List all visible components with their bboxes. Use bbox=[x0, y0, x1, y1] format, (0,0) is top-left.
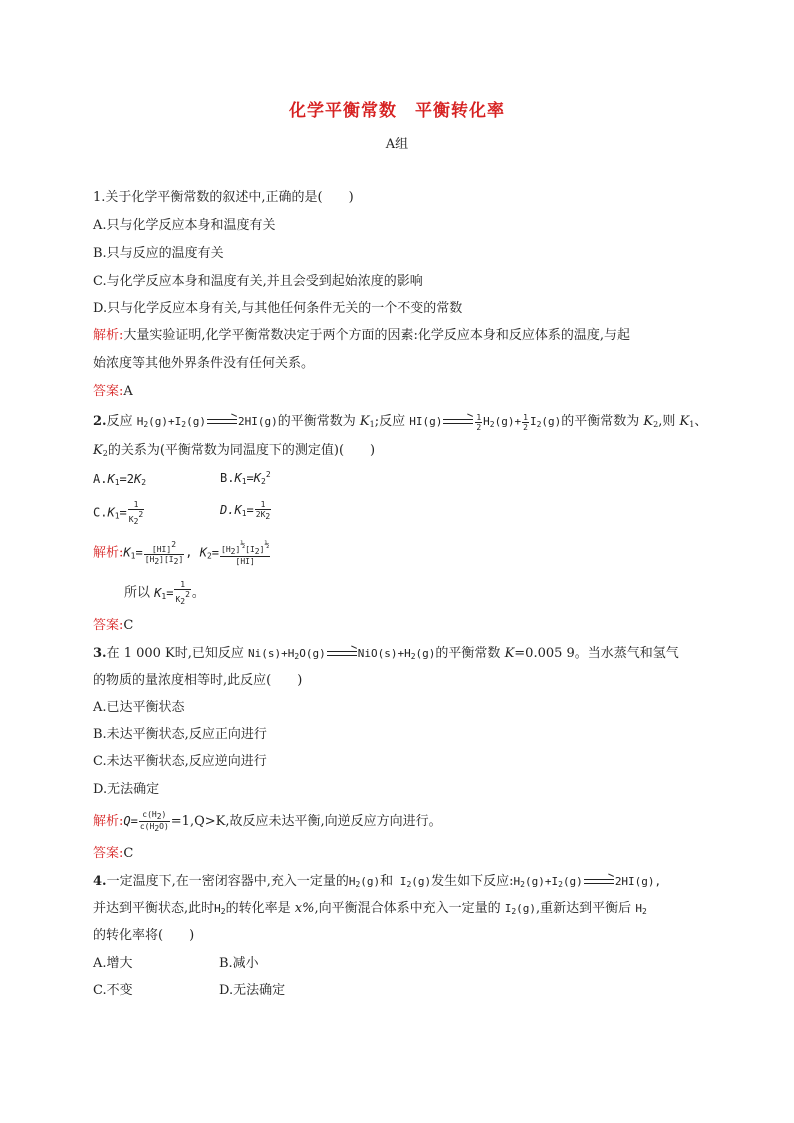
q4-option-c: C.不变 bbox=[93, 983, 133, 998]
q2-option-d: $D.K_1=$ $\frac{1}{2K_2}$ bbox=[220, 500, 271, 521]
q2-analysis: 解析$:K_1=$ $\frac{[HI]^2}{[H_2][I_2]}$ , $K_2=$ $\frac{[H_2]^{\frac{1}{2}}[I_2]^{\frac{1}{2}}}{[HI]}$ bbox=[93, 540, 270, 566]
q3-option-d: D.无法确定 bbox=[93, 782, 160, 797]
q1-answer bbox=[93, 380, 133, 399]
analysis-label: 解析: bbox=[93, 328, 124, 343]
q1-analysis-text: 大量实验证明,化学平衡常数决定于两个方面的因素:化学反应本身和反应体系的温度,与起 bbox=[123, 328, 631, 343]
q2-answer-value: C bbox=[123, 618, 134, 633]
q4-stem-line2: 并达到平衡状态,此时$H_2$的转化率是 x%,向平衡混合体系中充入一定量的 $I_2(g)$,重新达到平衡后 $H_2$ bbox=[93, 901, 647, 916]
q4-text: 和 bbox=[380, 874, 394, 889]
option-letter: C. bbox=[93, 505, 108, 520]
q3-option-a: A.已达平衡状态 bbox=[93, 700, 185, 715]
q2-equation-2: HI(g) $\frac{1}{2}$ $H_2(g)+$ $\frac{1}{2}$ $I_2(g)$ bbox=[409, 412, 562, 432]
analysis-label: 解析: bbox=[93, 814, 124, 829]
q1-option-a: A.只与化学反应本身和温度有关 bbox=[93, 218, 276, 233]
q4-number: 4. bbox=[93, 874, 107, 889]
q2-answer bbox=[93, 614, 133, 633]
option-letter: B. bbox=[220, 471, 235, 485]
q3-text: 在 1 000 K时,已知反应 bbox=[106, 646, 249, 661]
q1-option-b: B.只与反应的温度有关 bbox=[93, 246, 224, 261]
q1-answer-value: A bbox=[123, 384, 133, 399]
q1-stem: 1.关于化学平衡常数的叙述中,正确的是( ) bbox=[93, 190, 354, 205]
q3-analysis: 解析:Q= $\frac{c(H_2)}{c(H_2O)}$ =1,Q>K,故反应未达平衡,向逆反应方向进行。 bbox=[93, 810, 442, 833]
q4-equation: $H_2(g)+I_2(g)$ 2HI(g), bbox=[513, 875, 662, 889]
q2-equation-1: $H_2(g)+I_2(g)$ 2HI(g) bbox=[136, 415, 278, 429]
q2-text: ;反应 bbox=[374, 414, 410, 429]
answer-label: 答案: bbox=[93, 384, 124, 399]
q2-option-a: $A.K_1=2K_2$ bbox=[93, 472, 147, 487]
q2-text: 的平衡常数为 bbox=[277, 414, 360, 429]
group-label: A组 bbox=[385, 137, 409, 152]
q2-option-b: $B.K_1=K_2^2$ bbox=[220, 470, 271, 486]
q4-x-value: x% bbox=[294, 901, 315, 916]
q2-analysis-conclusion: 所以 $K_1=$ $\frac{1}{K_2^2}$ 。 bbox=[124, 580, 205, 606]
q3-k-symbol: K bbox=[504, 646, 515, 661]
q4-option-d: D.无法确定 bbox=[219, 983, 286, 998]
q3-stem-line2: 的物质的量浓度相等时,此反应( ) bbox=[93, 673, 303, 688]
q4-text: ,重新达到平衡后 bbox=[536, 901, 632, 916]
q2-stem-line1: 2.反应 $H_2(g)+I_2(g)$ 2HI(g)的平衡常数为 $K_1$;反应 HI(g) $\frac{1}{2}$ $H_2(g)+$ $\frac{1}{2}$ $I_2(g)$的平衡常数为 $K_2$,则 $K_1$、 bbox=[93, 412, 708, 432]
page-title: 化学平衡常数 平衡转化率 bbox=[289, 101, 505, 121]
q2-number: 2. bbox=[93, 414, 107, 429]
q1-analysis bbox=[93, 324, 630, 343]
q1-analysis-line2: 始浓度等其他外界条件没有任何关系。 bbox=[93, 356, 315, 371]
q4-stem-line1: 4.一定温度下,在一密闭容器中,充入一定量的$H_2(g)$和 $I_2(g)$发生如下反应$:H_2(g)+I_2(g)$ 2HI(g), bbox=[93, 874, 662, 889]
q3-number: 3. bbox=[93, 646, 107, 661]
answer-label: 答案: bbox=[93, 846, 124, 861]
answer-label: 答案: bbox=[93, 618, 124, 633]
q4-option-a: A.增大 bbox=[93, 956, 133, 971]
q3-analysis-text: =1,Q>K,故反应未达平衡,向逆反应方向进行。 bbox=[170, 814, 442, 829]
q3-stem-line1 bbox=[93, 642, 679, 661]
q2-text: 的关系为(平衡常数为同温度下的测定值)( ) bbox=[107, 443, 376, 458]
q3-answer bbox=[93, 842, 133, 861]
q2-text: ,则 bbox=[658, 414, 680, 429]
q3-answer-value: C bbox=[123, 846, 134, 861]
q4-option-b: B.减小 bbox=[219, 956, 259, 971]
q3-option-b: B.未达平衡状态,反应正向进行 bbox=[93, 727, 267, 742]
q2-text: 反应 bbox=[106, 414, 137, 429]
q3-text: 的平衡常数 bbox=[435, 646, 505, 661]
q4-text: 发生如下反应: bbox=[431, 874, 514, 889]
q4-text: 并达到平衡状态,此时 bbox=[93, 901, 215, 916]
q2-stem-line2: $K_2$的关系为(平衡常数为同温度下的测定值)( ) bbox=[93, 443, 376, 458]
q2-text: 的平衡常数为 bbox=[561, 414, 644, 429]
q3-option-c: C.未达平衡状态,反应逆向进行 bbox=[93, 754, 267, 769]
q2-option-c: $C.K_1=$ $\frac{1}{K_2^2}$ bbox=[93, 500, 144, 526]
analysis-label: 解析: bbox=[93, 545, 124, 561]
q3-equation: $Ni(s)+H_2O(g)$ $NiO(s)+H_2(g)$ bbox=[248, 647, 436, 661]
q4-text: 的转化率是 bbox=[225, 901, 291, 916]
q4-text: ,向平衡混合体系中充入一定量的 bbox=[314, 901, 501, 916]
q3-text: =0.005 9。当水蒸气和氢气 bbox=[514, 646, 679, 661]
option-letter: A. bbox=[93, 472, 108, 486]
q2-so-text: 所以 bbox=[124, 585, 155, 601]
q1-option-d: D.只与化学反应本身有关,与其他任何条件无关的一个不变的常数 bbox=[93, 301, 463, 316]
q4-text: 一定温度下,在一密闭容器中,充入一定量的 bbox=[106, 874, 349, 889]
q4-stem-line3: 的转化率将( ) bbox=[93, 928, 195, 943]
option-letter: D. bbox=[220, 503, 235, 517]
q1-option-c: C.与化学反应本身和温度有关,并且会受到起始浓度的影响 bbox=[93, 274, 423, 289]
